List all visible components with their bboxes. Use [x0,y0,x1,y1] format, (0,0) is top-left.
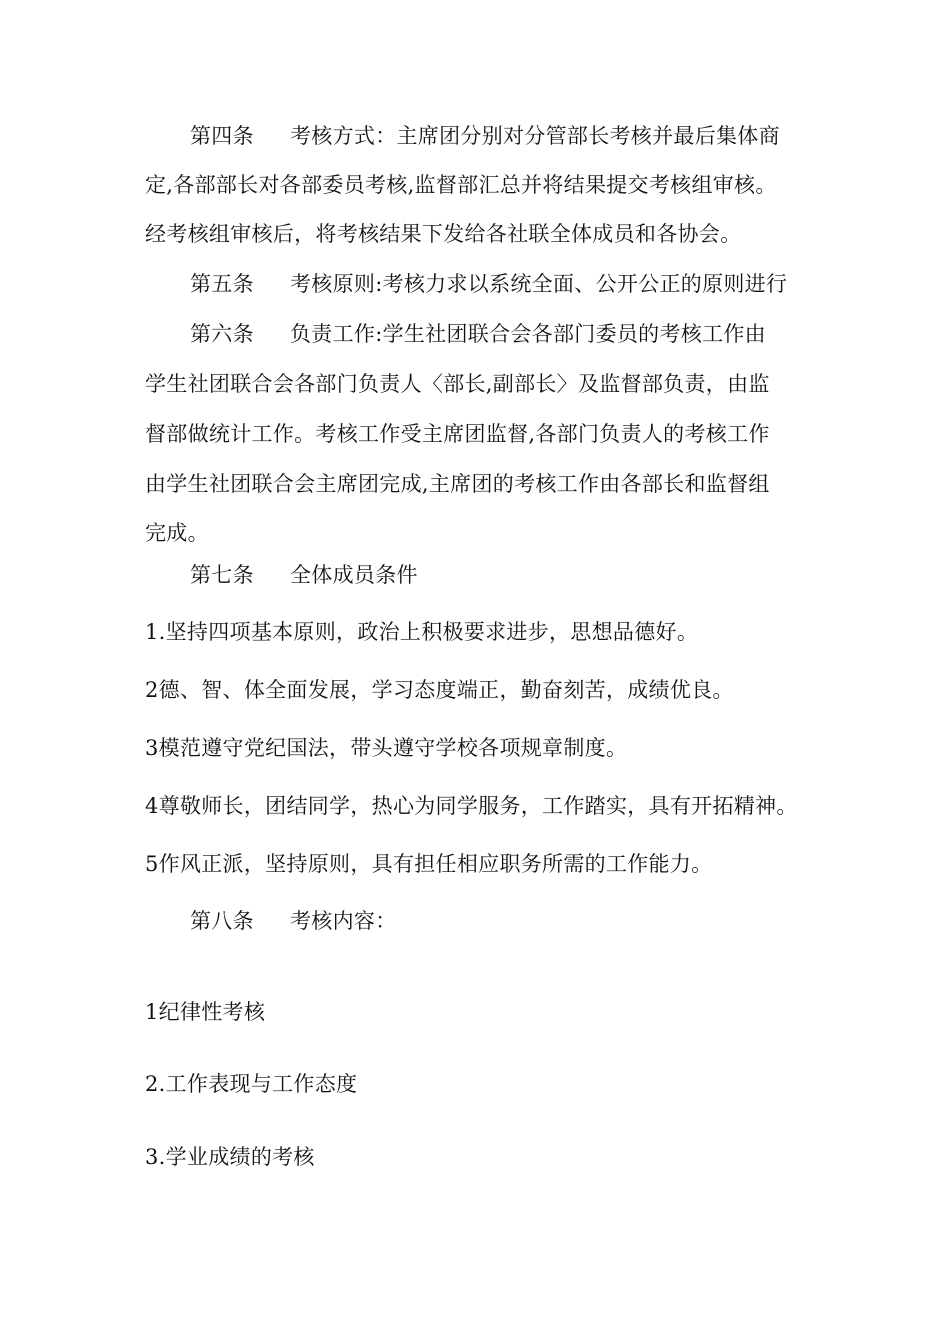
article-4-number: 第四条 [190,124,254,148]
article-4-line-3: 经考核组审核后，将考核结果下发给各社联全体成员和各协会。 [145,222,742,246]
article-4-text-1: 考核方式：主席团分别对分管部长考核并最后集体商 [290,124,780,148]
article-8-heading [190,906,397,936]
article-7-heading [190,560,418,590]
article-6-line-3: 督部做统计工作。考核工作受主席团监督,各部门负责人的考核工作 [145,422,770,446]
article-7-number: 第七条 [190,563,254,587]
article-6-number: 第六条 [190,322,254,346]
article-6-text-1: 负责工作:学生社团联合会各部门委员的考核工作由 [290,322,766,346]
article-7-item: 4尊敬师长，团结同学，热心为同学服务，工作踏实，具有开拓精神。 [145,794,798,818]
article-5-line-1 [190,269,787,299]
article-7-item: 1.坚持四项基本原则，政治上积极要求进步，思想品德好。 [145,620,699,644]
article-4-line-2: 定,各部部长对各部委员考核,监督部汇总并将结果提交考核组审核。 [145,173,777,197]
article-6-line-2: 学生社团联合会各部门负责人〈部长,副部长〉及监督部负责，由监 [145,372,770,396]
article-7-item: 5作风正派，坚持原则，具有担任相应职务所需的工作能力。 [145,852,713,876]
article-8-item: 1纪律性考核 [145,1000,266,1024]
article-8-item: 3.学业成绩的考核 [145,1145,315,1169]
article-5-text-1: 考核原则:考核力求以系统全面、公开公正的原则进行 [290,272,788,296]
article-8-number: 第八条 [190,909,254,933]
article-8-title: 考核内容： [290,909,397,933]
article-6-line-5: 完成。 [145,521,209,545]
article-5-number: 第五条 [190,272,254,296]
article-6-line-1 [190,319,766,349]
article-7-item: 2德、智、体全面发展，学习态度端正，勤奋刻苦，成绩优良。 [145,678,734,702]
article-4-line-1 [190,121,780,151]
article-6-line-4: 由学生社团联合会主席团完成,主席团的考核工作由各部长和监督组 [145,472,770,496]
article-7-item: 3模范遵守党纪国法，带头遵守学校各项规章制度。 [145,736,628,760]
article-7-title: 全体成员条件 [290,563,418,587]
article-8-item: 2.工作表现与工作态度 [145,1072,358,1096]
